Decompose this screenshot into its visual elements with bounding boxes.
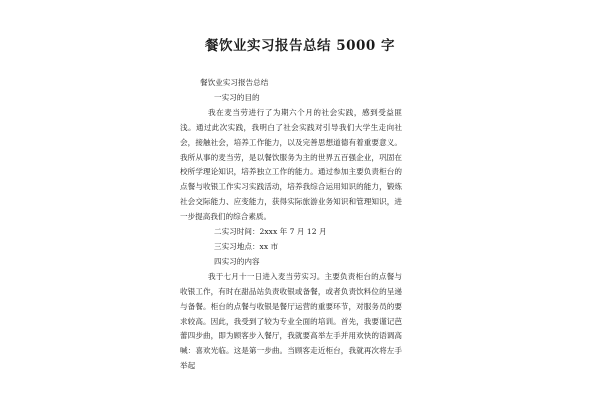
- paragraph-purpose: 我在麦当劳进行了为期六个月的社会实践，感到受益匪浅。通过此次实践，我明白了社会实践对引导我们大学生走向社会，接触社会，培养工作能力，以及完善思想道德有着重要意义。我所从事的麦当劳，是以餐饮服务为主的世界五百强企业，巩固在校所学理论知识，培养独立工作的能力。通过参加主要负责柜台的点餐与收银工作实习实践活动，培养我综合运用知识的能力，锻炼社会交际能力、应变能力，获得实际旅游业务知识和管理知识，进一步提高我们的综合素质。: [180, 107, 402, 222]
- internship-time: 二实习时间：2xxx 年 7 月 12 月: [214, 227, 327, 237]
- paragraph-content: 我于七月十一日进入麦当劳实习。主要负责柜台的点餐与收银工作，有时在甜品站负责收银或备餐，或者负责饮料位的呈递与备餐。柜台的点餐与收银是餐厅运营的重要环节，对服务员的要求较高。因此，我受到了较为专业全面的培训。首先，我要谨记芭蕾四步曲，即为顾客步入餐厅，我就要高举左手并用欢快的语调高喊：喜欢光临。这是第一步曲。当顾客走近柜台，我就再次将左手举起: [180, 271, 402, 371]
- section-heading-content: 四实习的内容: [214, 256, 260, 266]
- document-title: 餐饮业实习报告总结 5000 字: [205, 38, 395, 54]
- section-heading-purpose: 一实习的目的: [214, 92, 260, 102]
- document-body: [180, 76, 402, 374]
- report-heading: 餐饮业实习报告总结: [200, 78, 269, 87]
- internship-place: 三实习地点：xx 市: [214, 241, 279, 251]
